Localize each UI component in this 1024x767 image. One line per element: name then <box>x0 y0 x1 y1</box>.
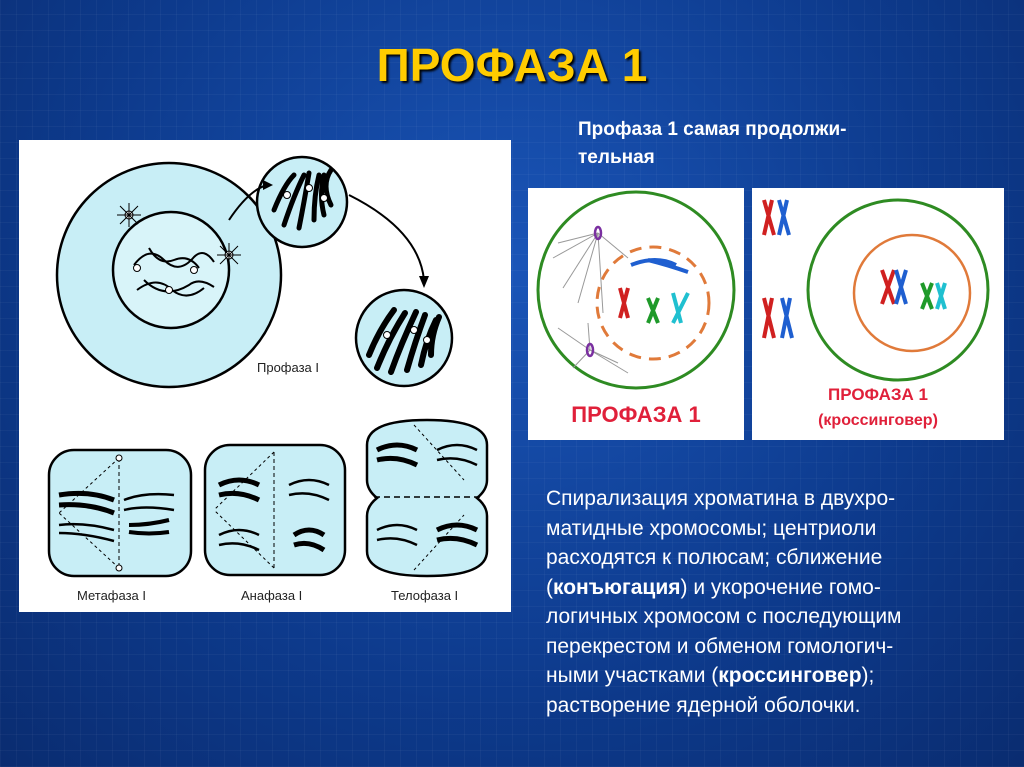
subtitle-line-1: Профаза 1 самая продолжи- <box>578 119 847 140</box>
term-conjugation: конъюгация <box>553 575 681 599</box>
metaphase-cell <box>49 450 191 576</box>
arrow-icon <box>419 276 429 288</box>
prophase-label: Профаза I <box>257 360 319 375</box>
right-caption-line-2: (кроссинговер) <box>818 412 938 429</box>
telophase-cell <box>367 420 487 576</box>
subtitle <box>578 116 978 172</box>
telophase-label: Телофаза I <box>391 588 459 603</box>
description-line: матидные хромосомы; центриоли <box>546 516 877 540</box>
prophase-colored-figure <box>528 188 744 440</box>
description-line: ными участками (кроссинговер); <box>546 664 875 687</box>
description-line: растворение ядерной оболочки. <box>546 693 861 717</box>
meiosis-stages-figure <box>19 140 511 612</box>
metaphase-label: Метафаза I <box>77 588 147 603</box>
prophase-nucleus-small-1 <box>257 157 347 247</box>
slide-title: ПРОФАЗА 1 <box>376 39 648 91</box>
anaphase-cell <box>205 445 345 575</box>
right-caption-line-1: ПРОФАЗА 1 <box>827 385 929 404</box>
crossing-over-figure <box>752 188 1004 440</box>
subtitle-line-2: тельная <box>578 147 655 168</box>
description-line: Спирализация хроматина в двухро- <box>546 487 896 510</box>
description-line: логичных хромосом с последующим <box>546 605 902 628</box>
anaphase-label: Анафаза I <box>241 588 303 603</box>
arrow-icon <box>349 195 424 280</box>
description-line: расходятся к полюсам; сближение <box>546 546 883 569</box>
centriole-icon <box>117 203 141 227</box>
centriole-icon <box>217 243 241 267</box>
term-crossing-over: кроссинговер <box>718 664 862 687</box>
prophase-nucleus-small-2 <box>356 290 452 386</box>
description-line: (конъюгация) и укорочение гомо- <box>546 575 881 599</box>
description-text <box>546 484 1006 720</box>
description-line: перекрестом и обменом гомологич- <box>546 634 894 658</box>
middle-caption: ПРОФАЗА 1 <box>571 402 701 427</box>
